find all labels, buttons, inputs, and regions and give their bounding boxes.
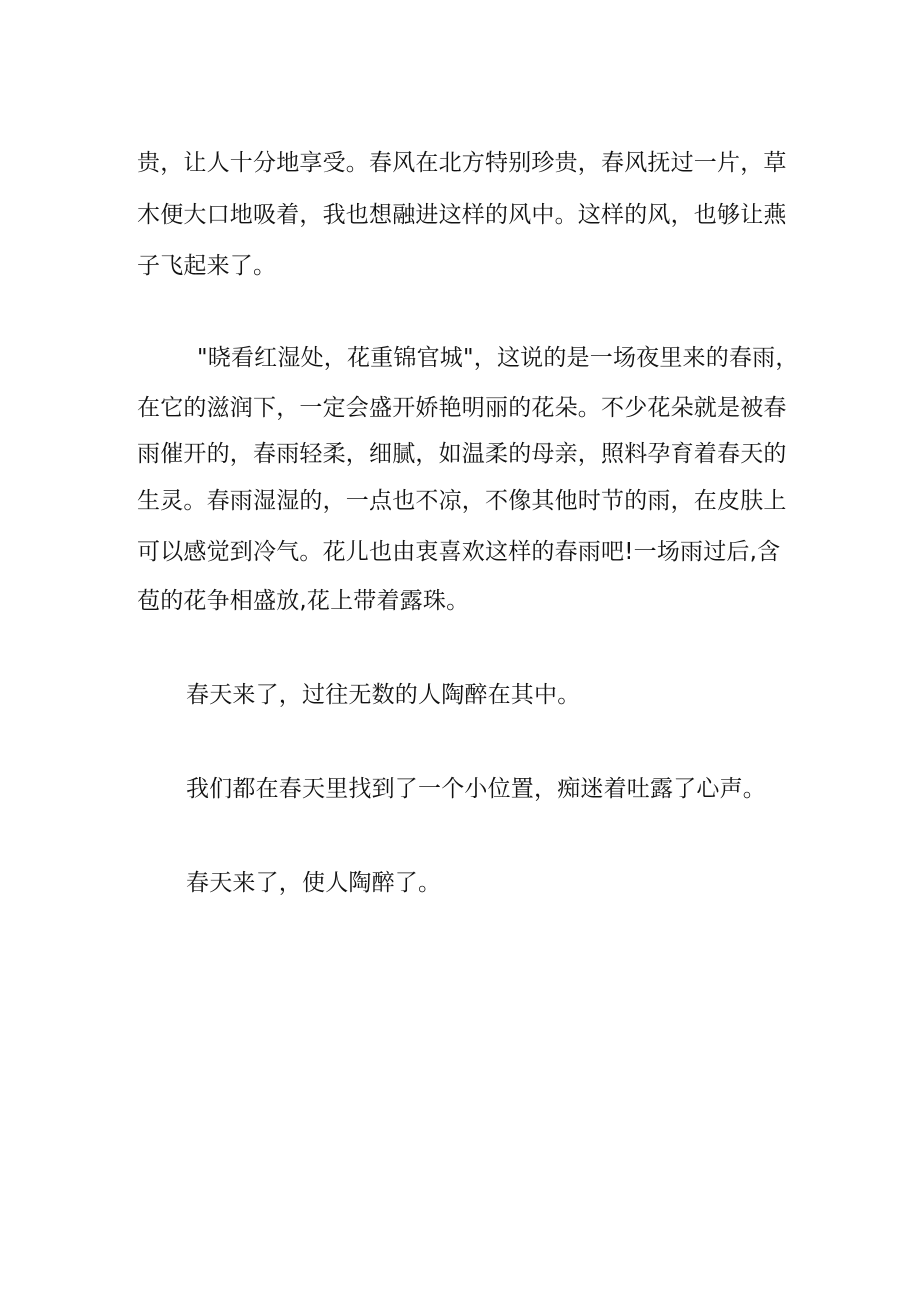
paragraph-2-line-6: 苞的花争相盛放,花上带着露珠。 [137,588,470,614]
paragraph-2-line-1: "晓看红湿处，花重锦官城"，这说的是一场夜里来的春雨， [197,345,799,371]
paragraph-2-line-2: 在它的滋润下，一定会盛开娇艳明丽的花朵。不少花朵就是被春 [137,395,787,421]
paragraph-1-line-2: 木便大口地吸着，我也想融进这样的风中。这样的风，也够让燕 [137,202,787,228]
paragraph-2-line-3: 雨催开的，春雨轻柔，细腻，如温柔的母亲，照料孕育着春天的 [137,441,787,467]
paragraph-1-line-1: 贵，让人十分地享受。春风在北方特别珍贵，春风抚过一片，草 [137,150,787,176]
paragraph-3-line-1: 春天来了，过往无数的人陶醉在其中。 [186,682,581,708]
paragraph-4-line-1: 我们都在春天里找到了一个小位置，痴迷着吐露了心声。 [186,776,766,802]
paragraph-2-line-5: 可以感觉到冷气。花儿也由衷喜欢这样的春雨吧!一场雨过后,含 [137,539,781,565]
paragraph-2-line-4: 生灵。春雨湿湿的，一点也不凉，不像其他时节的雨，在皮肤上 [137,488,787,514]
paragraph-5-line-1: 春天来了，使人陶醉了。 [186,870,442,896]
paragraph-1-line-3: 子飞起来了。 [137,253,277,279]
